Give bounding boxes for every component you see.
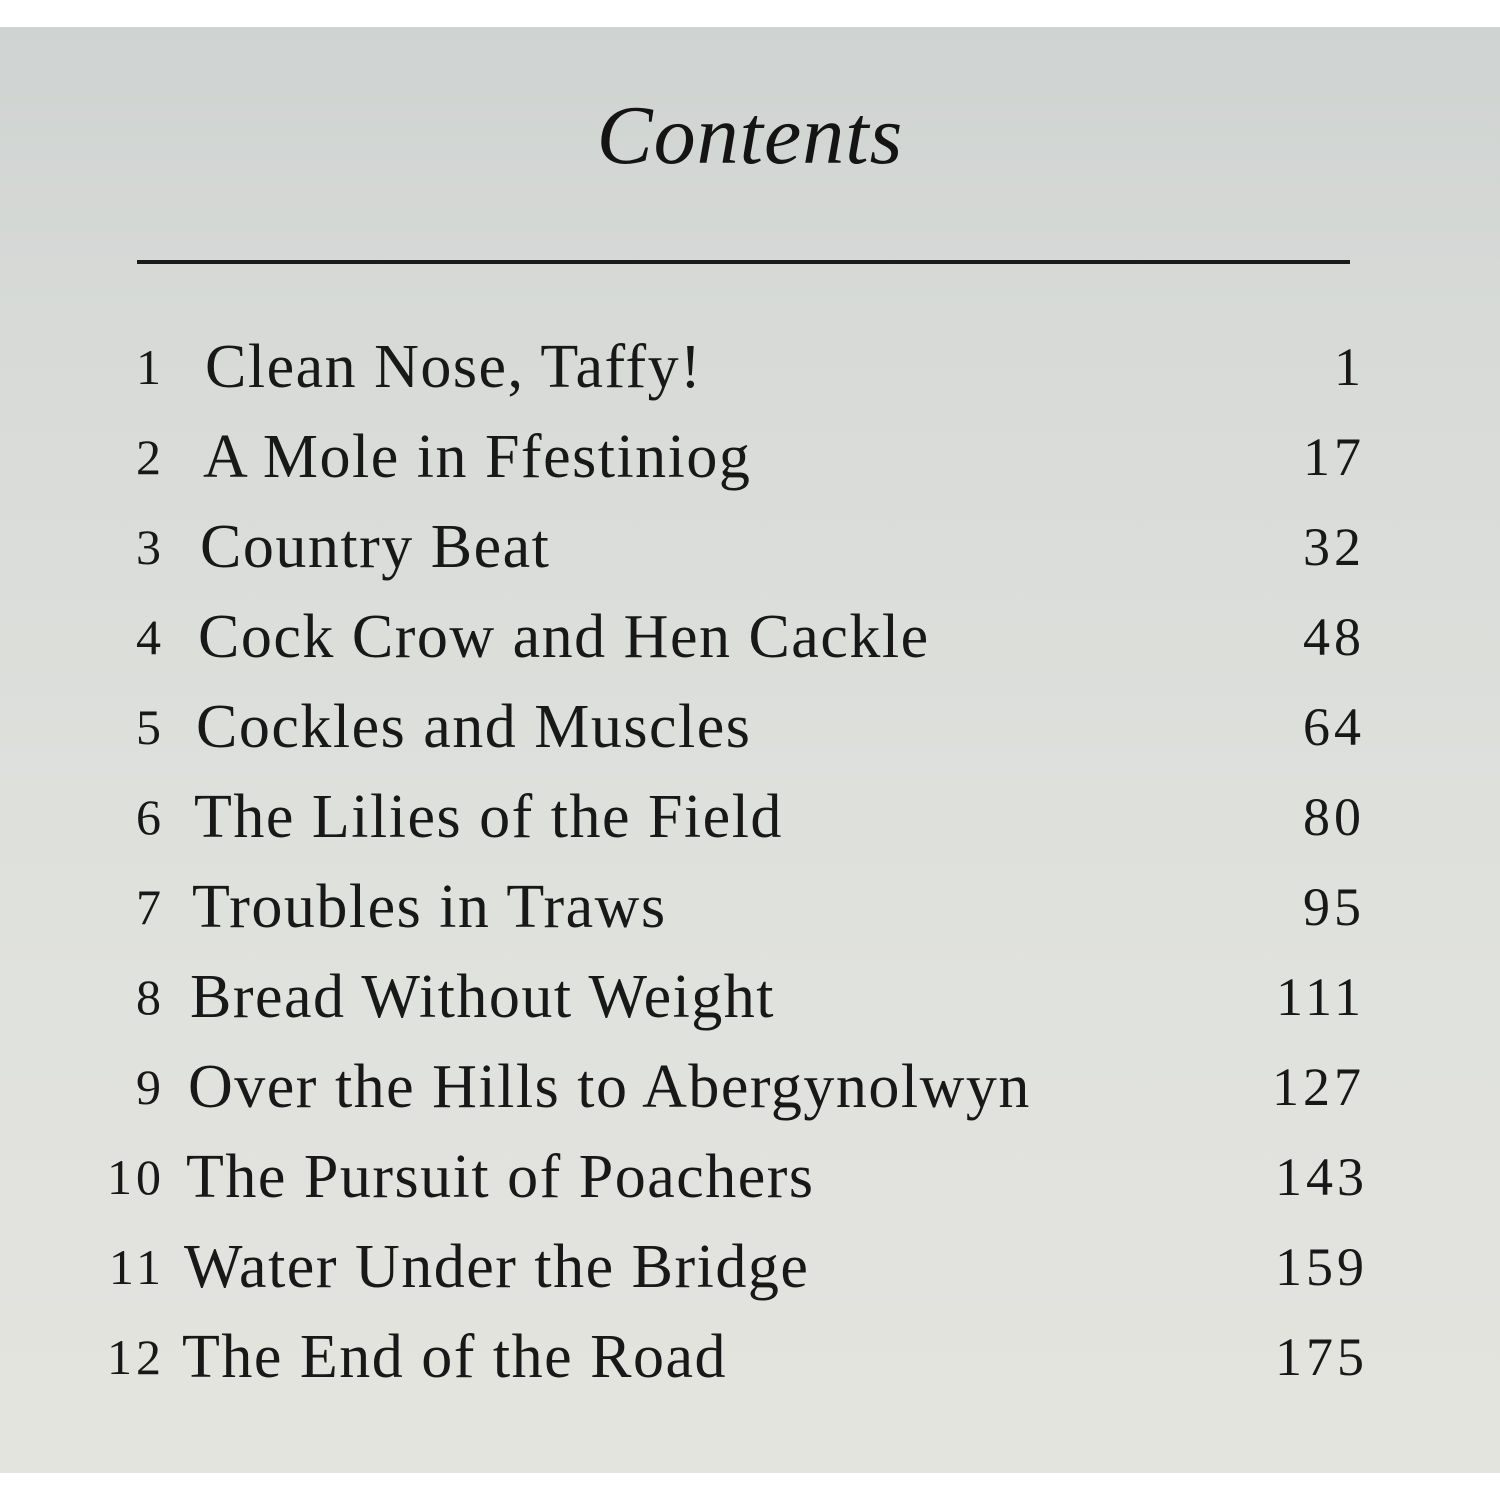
chapter-number: 9	[136, 1059, 165, 1115]
chapter-title: The Lilies of the Field	[194, 783, 783, 851]
chapter-title: Water Under the Bridge	[184, 1233, 810, 1301]
toc-row	[0, 322, 1365, 412]
page-number: 159	[1275, 1237, 1368, 1297]
chapter-title: Cockles and Muscles	[196, 693, 752, 761]
page-number: 48	[1303, 607, 1365, 667]
chapter-number: 4	[136, 609, 165, 665]
page-number: 175	[1275, 1327, 1368, 1387]
page-number: 64	[1303, 697, 1365, 757]
page-number: 80	[1303, 787, 1365, 847]
chapter-number: 8	[136, 969, 165, 1025]
toc-row	[0, 502, 1365, 592]
chapter-number: 5	[136, 699, 165, 755]
chapter-title: Over the Hills to Abergynolwyn	[188, 1053, 1031, 1121]
page-number: 17	[1303, 427, 1365, 487]
toc-row	[0, 1312, 1368, 1402]
title-divider	[137, 260, 1350, 264]
toc-row	[0, 772, 1365, 862]
chapter-title: Cock Crow and Hen Cackle	[198, 603, 930, 671]
toc-row	[0, 1132, 1368, 1222]
chapter-title: Bread Without Weight	[190, 963, 776, 1031]
toc-row	[0, 592, 1365, 682]
chapter-number: 12	[107, 1329, 165, 1385]
toc-row	[0, 682, 1365, 772]
page-number: 143	[1275, 1147, 1368, 1207]
toc-row	[0, 412, 1365, 502]
chapter-title: Clean Nose, Taffy!	[205, 333, 703, 401]
page-title: Contents	[596, 89, 904, 182]
chapter-number: 7	[136, 879, 165, 935]
chapter-number: 6	[136, 789, 165, 845]
toc-row	[0, 952, 1365, 1042]
chapter-title: A Mole in Ffestiniog	[203, 423, 752, 491]
book-page	[0, 27, 1500, 1473]
chapter-number: 11	[108, 1239, 165, 1295]
chapter-title: Troubles in Traws	[192, 873, 667, 941]
page-number: 32	[1303, 517, 1365, 577]
chapter-number: 10	[107, 1149, 165, 1205]
chapter-number: 2	[136, 429, 165, 485]
page-number: 1	[1334, 337, 1365, 397]
chapter-title: The End of the Road	[182, 1323, 728, 1391]
toc-row	[0, 1222, 1368, 1312]
toc-row	[0, 862, 1365, 952]
chapter-number: 3	[136, 519, 165, 575]
chapter-title: The Pursuit of Poachers	[186, 1143, 815, 1211]
chapter-number: 1	[136, 339, 165, 395]
toc-row	[0, 1042, 1365, 1132]
chapter-title: Country Beat	[200, 513, 551, 581]
page-number: 111	[1276, 967, 1365, 1027]
page-number: 95	[1303, 877, 1365, 937]
page-number: 127	[1272, 1057, 1365, 1117]
